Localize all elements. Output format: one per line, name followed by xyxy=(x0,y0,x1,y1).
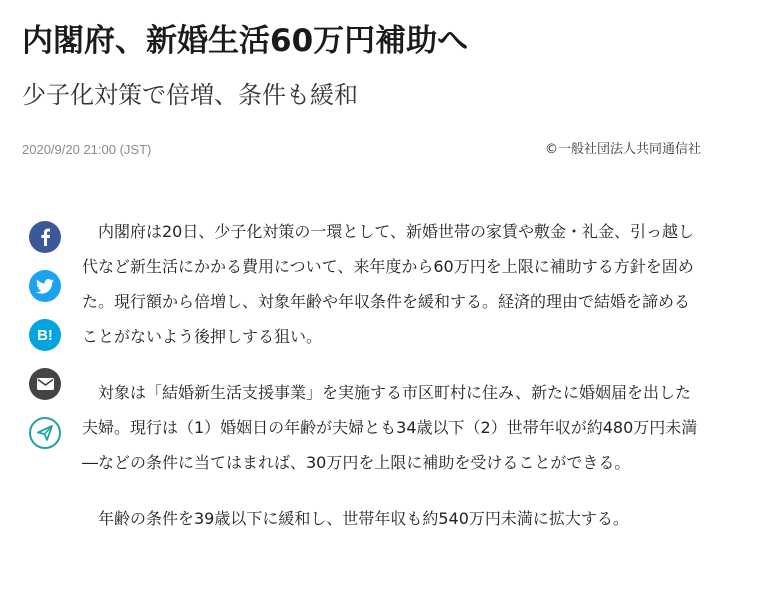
line-icon xyxy=(37,425,53,441)
article-credit: ©一般社団法人共同通信社 xyxy=(544,142,701,157)
twitter-icon xyxy=(36,279,54,294)
article-headline: 内閣府、新婚生活60万円補助へ xyxy=(22,23,469,59)
article-timestamp: 2020/9/20 21:00 (JST) xyxy=(22,142,152,157)
article-paragraph: 内閣府は20日、少子化対策の一環として、新婚世帯の家賃や敷金・礼金、引っ越し代など新生活にかかる費用について、来年度から60万円を上限に補助する方針を固めた。現行額から倍増し、対象年齢や年収条件を緩和する。経済的理由で結婚を諦めることがないよう後押しする狙い。 xyxy=(82,222,695,346)
article-paragraph: 年齢の条件を39歳以下に緩和し、世帯年収も約540万円未満に拡大する。 xyxy=(98,509,629,528)
hatena-bookmark-icon: B! xyxy=(37,326,53,344)
article-body xyxy=(82,214,702,557)
article-paragraph: 対象は「結婚新生活支援事業」を実施する市区町村に住み、新たに婚姻届を出した夫婦。現行は（1）婚姻日の年齢が夫婦とも34歳以下（2）世帯年収が約480万円未満―などの条件に当てはまれば、30万円を上限に補助を受けることができる。 xyxy=(82,383,698,472)
mail-share-button[interactable] xyxy=(29,368,61,400)
share-bar xyxy=(28,221,62,466)
line-share-button[interactable] xyxy=(29,417,61,449)
twitter-share-button[interactable] xyxy=(29,270,61,302)
facebook-icon xyxy=(38,228,52,246)
facebook-share-button[interactable] xyxy=(29,221,61,253)
article-subheadline: 少子化対策で倍増、条件も緩和 xyxy=(22,81,358,109)
mail-icon xyxy=(37,378,54,390)
hatena-bookmark-share-button[interactable] xyxy=(29,319,61,351)
